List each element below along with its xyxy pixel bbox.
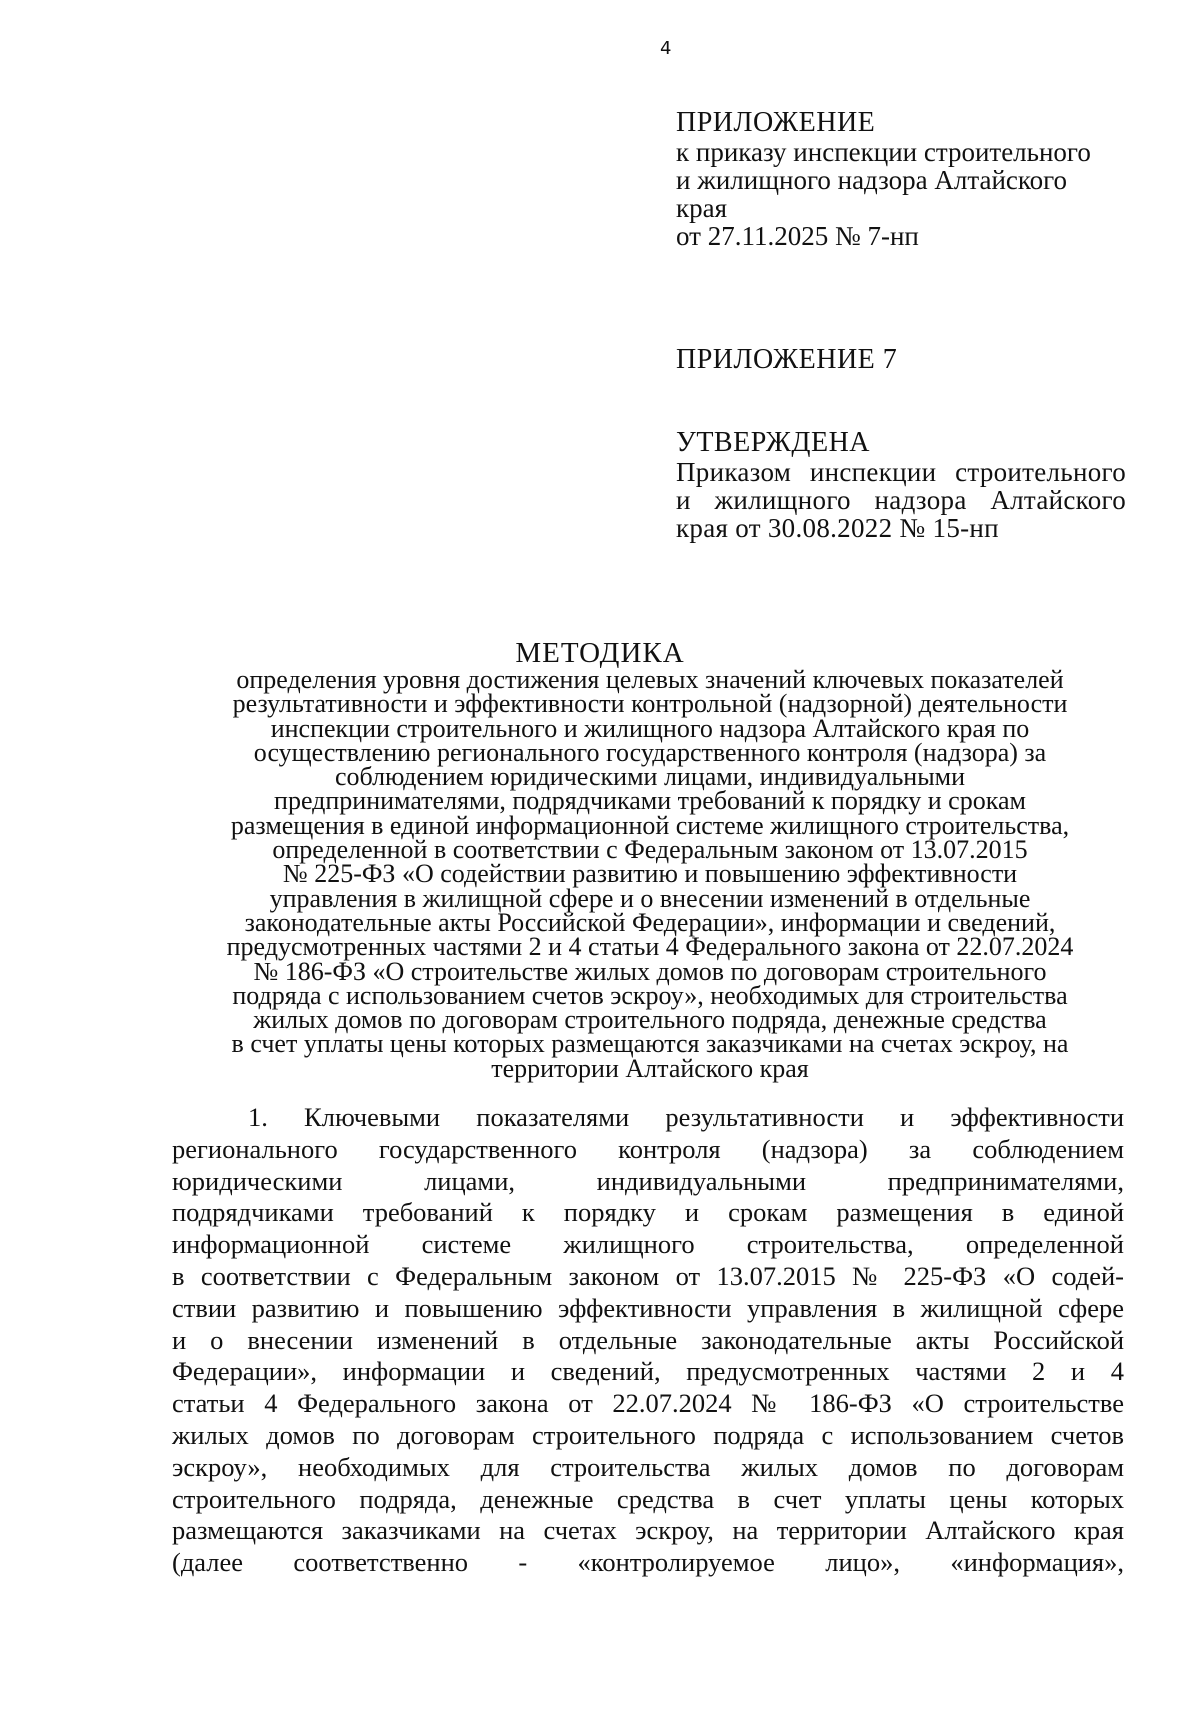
approval-block: [676, 428, 1146, 542]
body-line: юридическими лицами, индивидуальными предпринимателями,: [172, 1165, 1124, 1196]
subtitle-line: результативности и эффективности контрольной (надзорной) деятельности: [232, 689, 1068, 719]
subtitle-line: предпринимателями, подрядчиками требований к порядку и срокам: [274, 786, 1026, 816]
subtitle-line: размещения в единой информационной системе жилищного строительства,: [230, 810, 1070, 840]
body-line: подрядчиками требований к порядку и срокам размещения в единой: [172, 1197, 1124, 1228]
subtitle-line: определения уровня достижения целевых значений ключевых показателей: [236, 665, 1064, 694]
subtitle-line: жилых домов по договорам строительного подряда, денежные средства: [253, 1005, 1047, 1035]
approval-line: края от 30.08.2022 № 15-нп: [676, 513, 999, 543]
subtitle-line: осуществлению регионального государственного контроля (надзора) за: [253, 737, 1047, 767]
appendix-header-line: от 27.11.2025 № 7-нп: [676, 221, 919, 251]
body-line: и о внесении изменений в отдельные законодательные акты Российской: [172, 1324, 1124, 1355]
subtitle-line: соблюдением юридическими лицами, индивидуальными: [334, 762, 966, 792]
approval-line: Приказом инспекции строительного: [676, 457, 1126, 487]
subtitle-line: № 186-ФЗ «О строительстве жилых домов по договорам строительного: [253, 956, 1047, 986]
body-line: регионального государственного контроля (надзора) за соблюдением: [172, 1133, 1124, 1164]
body-line: жилых домов по договорам строительного подряда с использованием счетов: [172, 1419, 1124, 1450]
body-line: Федерации», информации и сведений, предусмотренных частями 2 и 4: [172, 1356, 1124, 1387]
body-line: 1. Ключевыми показателями результативности и эффективности: [248, 1102, 1124, 1132]
appendix-header-block: [676, 108, 1146, 250]
body-line: размещаются заказчиками на счетах эскроу, на территории Алтайского края: [172, 1515, 1124, 1546]
body-line: в соответствии с Федеральным законом от 13.07.2015 № 225-ФЗ «О содей-: [172, 1260, 1124, 1291]
subtitle-line: определенной в соответствии с Федеральным законом от 13.07.2015: [272, 835, 1028, 865]
body-line: эскроу», необходимых для строительства жилых домов по договорам: [172, 1451, 1124, 1482]
subtitle-line: в счет уплаты цены которых размещаются заказчиками на счетах эскроу, на: [231, 1029, 1069, 1059]
subtitle-line: предусмотренных частями 2 и 4 статьи 4 Федерального закона от 22.07.2024: [226, 932, 1074, 962]
body-line: (далее соответственно - «контролируемое лицо», «информация»,: [172, 1547, 1124, 1578]
appendix-7-heading: ПРИЛОЖЕНИЕ 7: [676, 344, 898, 375]
subtitle-line: инспекции строительного и жилищного надзора Алтайского края по: [270, 713, 1030, 743]
approval-line: и жилищного надзора Алтайского: [676, 485, 1126, 515]
body-line: статьи 4 Федерального закона от 22.07.2024 № 186-ФЗ «О строительстве: [172, 1388, 1124, 1419]
body-line: строительного подряда, денежные средства в счет уплаты цены которых: [172, 1483, 1124, 1514]
subtitle-line: управления в жилищной сфере и о внесении изменений в отдельные: [269, 883, 1031, 913]
approval-title: УТВЕРЖДЕНА: [676, 427, 871, 458]
appendix-header-line: к приказу инспекции строительного: [676, 137, 1091, 167]
appendix-header-line: края: [676, 193, 728, 223]
appendix-header-title: ПРИЛОЖЕНИЕ: [676, 107, 876, 138]
body-line: информационной системе жилищного строительства, определенной: [172, 1229, 1124, 1260]
body-paragraph: [172, 1102, 1124, 1579]
document-title: МЕТОДИКА: [515, 637, 685, 669]
document-subtitle: [170, 665, 1130, 1083]
page-number: 4: [660, 38, 672, 59]
appendix-header-line: и жилищного надзора Алтайского: [676, 165, 1068, 195]
subtitle-line: подряда с использованием счетов эскроу», необходимых для строительства: [232, 980, 1068, 1010]
subtitle-line: территории Алтайского края: [491, 1053, 809, 1083]
body-line: ствии развитию и повышению эффективности управления в жилищной сфере: [172, 1292, 1124, 1323]
subtitle-line: № 225-ФЗ «О содействии развитию и повышению эффективности: [282, 859, 1018, 889]
subtitle-line: законодательные акты Российской Федерации», информации и сведений,: [244, 907, 1056, 937]
